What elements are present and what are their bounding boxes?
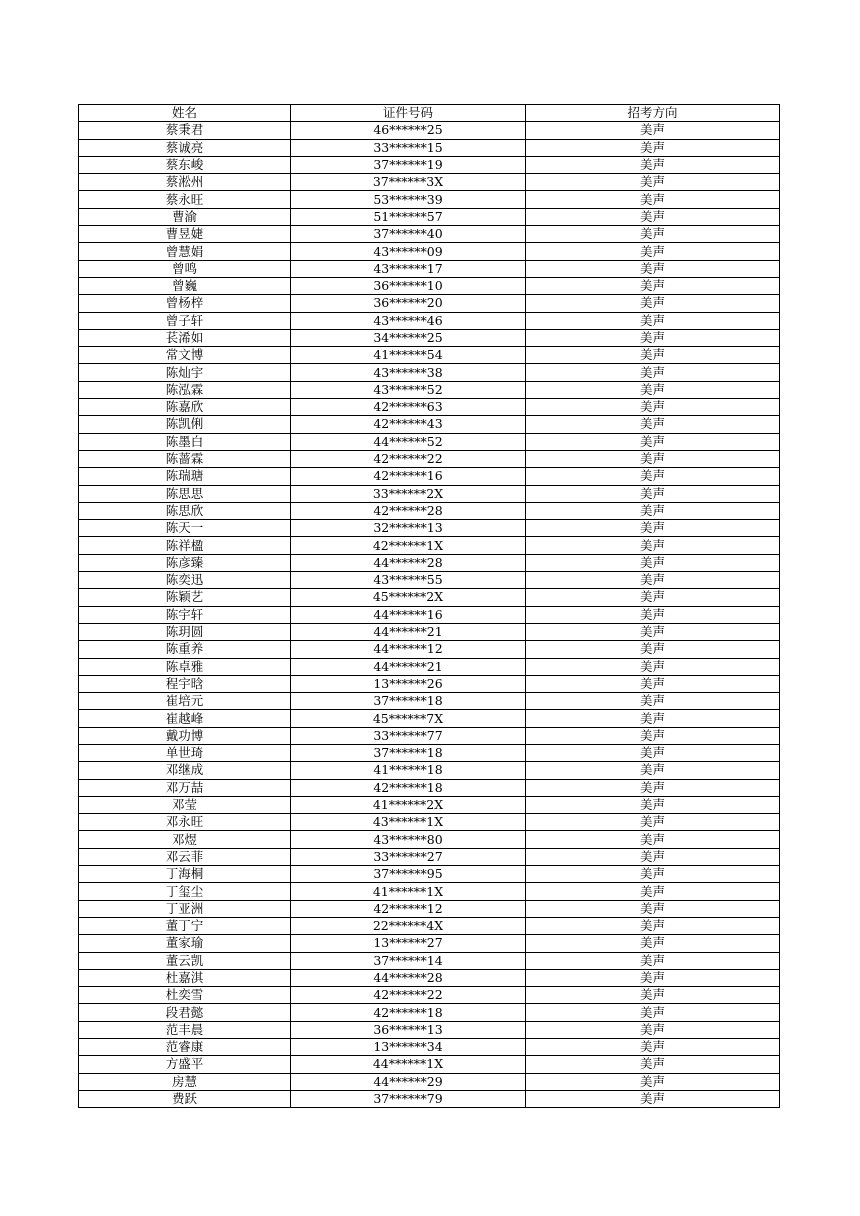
table-row <box>79 727 780 744</box>
name-cell: 陈嘉欣 <box>79 399 291 416</box>
table-row <box>79 537 780 554</box>
id-number-cell: 42******22 <box>291 450 526 467</box>
header-id-number: 证件号码 <box>291 105 526 122</box>
id-number-cell: 42******18 <box>291 779 526 796</box>
exam-direction-cell: 美声 <box>526 727 780 744</box>
name-cell: 陈彦臻 <box>79 554 291 571</box>
id-number-cell: 37******95 <box>291 866 526 883</box>
table-row <box>79 381 780 398</box>
name-cell: 邓继成 <box>79 762 291 779</box>
id-number-cell: 44******52 <box>291 433 526 450</box>
exam-direction-cell: 美声 <box>526 935 780 952</box>
table-row <box>79 347 780 364</box>
name-cell: 曾鸣 <box>79 260 291 277</box>
id-number-cell: 44******28 <box>291 969 526 986</box>
exam-direction-cell: 美声 <box>526 1073 780 1090</box>
table-row <box>79 208 780 225</box>
table-row <box>79 1056 780 1073</box>
exam-direction-cell: 美声 <box>526 744 780 761</box>
exam-direction-cell: 美声 <box>526 329 780 346</box>
name-cell: 陈思思 <box>79 485 291 502</box>
exam-direction-cell: 美声 <box>526 416 780 433</box>
name-cell: 曾子轩 <box>79 312 291 329</box>
table-row <box>79 866 780 883</box>
exam-direction-cell: 美声 <box>526 969 780 986</box>
name-cell: 苌浠如 <box>79 329 291 346</box>
table-row <box>79 450 780 467</box>
name-cell: 房慧 <box>79 1073 291 1090</box>
id-number-cell: 36******20 <box>291 295 526 312</box>
table-row <box>79 329 780 346</box>
id-number-cell: 43******09 <box>291 243 526 260</box>
exam-direction-cell: 美声 <box>526 312 780 329</box>
table-row <box>79 744 780 761</box>
exam-direction-cell: 美声 <box>526 589 780 606</box>
name-cell: 董云凯 <box>79 952 291 969</box>
table-row <box>79 554 780 571</box>
exam-direction-cell: 美声 <box>526 208 780 225</box>
name-cell: 崔培元 <box>79 693 291 710</box>
id-number-cell: 37******3X <box>291 174 526 191</box>
name-cell: 蔡诚亮 <box>79 139 291 156</box>
id-number-cell: 42******22 <box>291 987 526 1004</box>
id-number-cell: 42******16 <box>291 468 526 485</box>
name-cell: 蔡东峻 <box>79 156 291 173</box>
name-cell: 曹昱婕 <box>79 226 291 243</box>
id-number-cell: 37******18 <box>291 744 526 761</box>
id-number-cell: 41******18 <box>291 762 526 779</box>
exam-direction-cell: 美声 <box>526 1039 780 1056</box>
id-number-cell: 37******79 <box>291 1090 526 1107</box>
exam-direction-cell: 美声 <box>526 554 780 571</box>
table-header-row <box>79 105 780 122</box>
exam-direction-cell: 美声 <box>526 1056 780 1073</box>
exam-direction-cell: 美声 <box>526 779 780 796</box>
exam-direction-cell: 美声 <box>526 641 780 658</box>
name-cell: 邓永旺 <box>79 814 291 831</box>
id-number-cell: 43******55 <box>291 572 526 589</box>
id-number-cell: 43******52 <box>291 381 526 398</box>
exam-direction-cell: 美声 <box>526 1021 780 1038</box>
name-cell: 崔越峰 <box>79 710 291 727</box>
applicant-table <box>78 104 780 1108</box>
id-number-cell: 44******29 <box>291 1073 526 1090</box>
exam-direction-cell: 美声 <box>526 572 780 589</box>
exam-direction-cell: 美声 <box>526 866 780 883</box>
name-cell: 单世琦 <box>79 744 291 761</box>
id-number-cell: 33******77 <box>291 727 526 744</box>
name-cell: 常文博 <box>79 347 291 364</box>
id-number-cell: 13******27 <box>291 935 526 952</box>
name-cell: 陈墨白 <box>79 433 291 450</box>
id-number-cell: 45******7X <box>291 710 526 727</box>
table-row <box>79 848 780 865</box>
id-number-cell: 51******57 <box>291 208 526 225</box>
id-number-cell: 42******1X <box>291 537 526 554</box>
exam-direction-cell: 美声 <box>526 675 780 692</box>
exam-direction-cell: 美声 <box>526 450 780 467</box>
table-row <box>79 606 780 623</box>
name-cell: 杜奕雪 <box>79 987 291 1004</box>
table-row <box>79 312 780 329</box>
name-cell: 陈重养 <box>79 641 291 658</box>
exam-direction-cell: 美声 <box>526 347 780 364</box>
table-row <box>79 295 780 312</box>
table-row <box>79 883 780 900</box>
table-row <box>79 468 780 485</box>
name-cell: 陈泓霖 <box>79 381 291 398</box>
id-number-cell: 44******28 <box>291 554 526 571</box>
name-cell: 陈卓雅 <box>79 658 291 675</box>
id-number-cell: 42******12 <box>291 900 526 917</box>
name-cell: 陈祥楹 <box>79 537 291 554</box>
id-number-cell: 22******4X <box>291 917 526 934</box>
name-cell: 曾巍 <box>79 277 291 294</box>
table-row <box>79 589 780 606</box>
table-row <box>79 191 780 208</box>
id-number-cell: 43******1X <box>291 814 526 831</box>
id-number-cell: 44******1X <box>291 1056 526 1073</box>
name-cell: 陈凯俐 <box>79 416 291 433</box>
id-number-cell: 43******46 <box>291 312 526 329</box>
table-row <box>79 243 780 260</box>
table-row <box>79 987 780 1004</box>
id-number-cell: 42******28 <box>291 502 526 519</box>
table-row <box>79 900 780 917</box>
name-cell: 曾杨梓 <box>79 295 291 312</box>
table-row <box>79 226 780 243</box>
header-name: 姓名 <box>79 105 291 122</box>
table-row <box>79 658 780 675</box>
id-number-cell: 37******14 <box>291 952 526 969</box>
name-cell: 蔡淞州 <box>79 174 291 191</box>
exam-direction-cell: 美声 <box>526 900 780 917</box>
name-cell: 陈玥圆 <box>79 623 291 640</box>
name-cell: 曾慧娟 <box>79 243 291 260</box>
name-cell: 邓煜 <box>79 831 291 848</box>
exam-direction-cell: 美声 <box>526 952 780 969</box>
name-cell: 范睿康 <box>79 1039 291 1056</box>
name-cell: 范丰晨 <box>79 1021 291 1038</box>
name-cell: 陈思欣 <box>79 502 291 519</box>
id-number-cell: 37******40 <box>291 226 526 243</box>
name-cell: 蔡永旺 <box>79 191 291 208</box>
name-cell: 董家瑜 <box>79 935 291 952</box>
name-cell: 曹渝 <box>79 208 291 225</box>
table-row <box>79 623 780 640</box>
exam-direction-cell: 美声 <box>526 814 780 831</box>
exam-direction-cell: 美声 <box>526 433 780 450</box>
id-number-cell: 41******54 <box>291 347 526 364</box>
table-row <box>79 1021 780 1038</box>
table-row <box>79 710 780 727</box>
table-row <box>79 433 780 450</box>
name-cell: 邓万喆 <box>79 779 291 796</box>
exam-direction-cell: 美声 <box>526 537 780 554</box>
name-cell: 陈天一 <box>79 520 291 537</box>
exam-direction-cell: 美声 <box>526 520 780 537</box>
exam-direction-cell: 美声 <box>526 1004 780 1021</box>
exam-direction-cell: 美声 <box>526 243 780 260</box>
exam-direction-cell: 美声 <box>526 1090 780 1107</box>
table-row <box>79 364 780 381</box>
table-row <box>79 485 780 502</box>
table-row <box>79 174 780 191</box>
id-number-cell: 37******19 <box>291 156 526 173</box>
exam-direction-cell: 美声 <box>526 364 780 381</box>
id-number-cell: 43******38 <box>291 364 526 381</box>
exam-direction-cell: 美声 <box>526 693 780 710</box>
table-row <box>79 399 780 416</box>
table-row <box>79 1090 780 1107</box>
id-number-cell: 33******15 <box>291 139 526 156</box>
name-cell: 陈奕迅 <box>79 572 291 589</box>
table-row <box>79 693 780 710</box>
name-cell: 邓莹 <box>79 796 291 813</box>
exam-direction-cell: 美声 <box>526 156 780 173</box>
table-row <box>79 917 780 934</box>
name-cell: 程宇晗 <box>79 675 291 692</box>
id-number-cell: 44******16 <box>291 606 526 623</box>
name-cell: 陈灿宇 <box>79 364 291 381</box>
exam-direction-cell: 美声 <box>526 260 780 277</box>
table-row <box>79 814 780 831</box>
name-cell: 杜嘉淇 <box>79 969 291 986</box>
exam-direction-cell: 美声 <box>526 174 780 191</box>
name-cell: 陈宇轩 <box>79 606 291 623</box>
id-number-cell: 42******63 <box>291 399 526 416</box>
table-body <box>79 122 780 1108</box>
table-row <box>79 762 780 779</box>
table-row <box>79 260 780 277</box>
id-number-cell: 46******25 <box>291 122 526 139</box>
exam-direction-cell: 美声 <box>526 606 780 623</box>
exam-direction-cell: 美声 <box>526 502 780 519</box>
table-row <box>79 139 780 156</box>
id-number-cell: 43******17 <box>291 260 526 277</box>
id-number-cell: 41******1X <box>291 883 526 900</box>
exam-direction-cell: 美声 <box>526 917 780 934</box>
name-cell: 丁亚洲 <box>79 900 291 917</box>
table-row <box>79 156 780 173</box>
exam-direction-cell: 美声 <box>526 399 780 416</box>
id-number-cell: 44******21 <box>291 623 526 640</box>
name-cell: 方盛平 <box>79 1056 291 1073</box>
id-number-cell: 13******26 <box>291 675 526 692</box>
exam-direction-cell: 美声 <box>526 831 780 848</box>
name-cell: 丁海桐 <box>79 866 291 883</box>
exam-direction-cell: 美声 <box>526 381 780 398</box>
id-number-cell: 44******21 <box>291 658 526 675</box>
id-number-cell: 13******34 <box>291 1039 526 1056</box>
exam-direction-cell: 美声 <box>526 295 780 312</box>
table-row <box>79 952 780 969</box>
exam-direction-cell: 美声 <box>526 883 780 900</box>
exam-direction-cell: 美声 <box>526 122 780 139</box>
id-number-cell: 33******27 <box>291 848 526 865</box>
id-number-cell: 36******10 <box>291 277 526 294</box>
name-cell: 陈瑞瑭 <box>79 468 291 485</box>
id-number-cell: 32******13 <box>291 520 526 537</box>
id-number-cell: 42******18 <box>291 1004 526 1021</box>
exam-direction-cell: 美声 <box>526 762 780 779</box>
table-row <box>79 416 780 433</box>
name-cell: 陈颖艺 <box>79 589 291 606</box>
name-cell: 丁玺尘 <box>79 883 291 900</box>
table-row <box>79 1004 780 1021</box>
id-number-cell: 41******2X <box>291 796 526 813</box>
exam-direction-cell: 美声 <box>526 658 780 675</box>
table-row <box>79 277 780 294</box>
id-number-cell: 36******13 <box>291 1021 526 1038</box>
exam-direction-cell: 美声 <box>526 468 780 485</box>
id-number-cell: 42******43 <box>291 416 526 433</box>
table-row <box>79 675 780 692</box>
exam-direction-cell: 美声 <box>526 848 780 865</box>
id-number-cell: 53******39 <box>291 191 526 208</box>
name-cell: 陈蔷霖 <box>79 450 291 467</box>
exam-direction-cell: 美声 <box>526 796 780 813</box>
name-cell: 段君懿 <box>79 1004 291 1021</box>
name-cell: 邓云菲 <box>79 848 291 865</box>
table-row <box>79 1073 780 1090</box>
header-exam-direction: 招考方向 <box>526 105 780 122</box>
table-row <box>79 572 780 589</box>
name-cell: 蔡秉君 <box>79 122 291 139</box>
id-number-cell: 33******2X <box>291 485 526 502</box>
table-row <box>79 1039 780 1056</box>
id-number-cell: 43******80 <box>291 831 526 848</box>
table-row <box>79 502 780 519</box>
table-row <box>79 796 780 813</box>
exam-direction-cell: 美声 <box>526 139 780 156</box>
table-row <box>79 969 780 986</box>
table-row <box>79 122 780 139</box>
exam-direction-cell: 美声 <box>526 710 780 727</box>
id-number-cell: 45******2X <box>291 589 526 606</box>
name-cell: 戴功博 <box>79 727 291 744</box>
exam-direction-cell: 美声 <box>526 485 780 502</box>
name-cell: 费跃 <box>79 1090 291 1107</box>
exam-direction-cell: 美声 <box>526 226 780 243</box>
id-number-cell: 37******18 <box>291 693 526 710</box>
table-row <box>79 641 780 658</box>
id-number-cell: 34******25 <box>291 329 526 346</box>
name-cell: 董丁宁 <box>79 917 291 934</box>
exam-direction-cell: 美声 <box>526 623 780 640</box>
exam-direction-cell: 美声 <box>526 277 780 294</box>
table-row <box>79 779 780 796</box>
table-row <box>79 520 780 537</box>
exam-direction-cell: 美声 <box>526 987 780 1004</box>
table-row <box>79 831 780 848</box>
exam-direction-cell: 美声 <box>526 191 780 208</box>
table-row <box>79 935 780 952</box>
id-number-cell: 44******12 <box>291 641 526 658</box>
